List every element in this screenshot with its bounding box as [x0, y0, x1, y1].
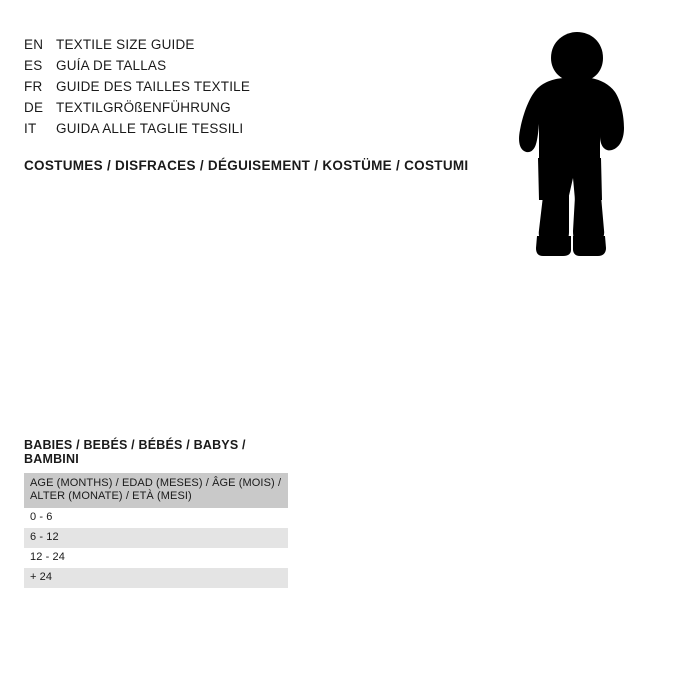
- language-code-fr: FR: [24, 79, 43, 94]
- table-row: [24, 568, 288, 588]
- language-code-de: DE: [24, 100, 44, 115]
- language-row-es: [24, 55, 444, 76]
- size-table-block: [24, 438, 288, 588]
- language-row-fr: [24, 76, 444, 97]
- table-row: [24, 548, 288, 568]
- size-table-caption: BABIES / BEBÉS / BÉBÉS / BABYS / BAMBINI: [24, 438, 246, 466]
- language-row-en: [24, 34, 444, 55]
- size-table: [24, 473, 288, 588]
- language-title-de: TEXTILGRÖßENFÜHRUNG: [56, 100, 231, 115]
- language-row-de: [24, 97, 444, 118]
- language-title-en: TEXTILE SIZE GUIDE: [56, 37, 195, 52]
- language-code-es: ES: [24, 58, 43, 73]
- language-title-list: [24, 34, 444, 139]
- language-row-it: [24, 118, 444, 139]
- size-value-plus-24: + 24: [24, 568, 288, 588]
- category-heading: COSTUMES / DISFRACES / DÉGUISEMENT / KOSTÜME / COSTUMI: [24, 158, 469, 173]
- size-value-6-12: 6 - 12: [24, 528, 288, 548]
- language-code-it: IT: [24, 121, 37, 136]
- language-title-es: GUÍA DE TALLAS: [56, 58, 167, 73]
- language-title-fr: GUIDE DES TAILLES TEXTILE: [56, 79, 251, 94]
- language-title-it: GUIDA ALLE TAGLIE TESSILI: [56, 121, 244, 136]
- table-row: [24, 508, 288, 528]
- size-value-12-24: 12 - 24: [24, 548, 288, 568]
- size-value-0-6: 0 - 6: [24, 508, 288, 528]
- table-row: [24, 528, 288, 548]
- toddler-silhouette-icon: [505, 28, 635, 258]
- size-table-header-row: [24, 473, 288, 508]
- size-table-header-age: AGE (MONTHS) / EDAD (MESES) / ÂGE (MOIS) / ALTER (MONATE) / ETÀ (MESI): [24, 473, 288, 508]
- language-code-en: EN: [24, 37, 44, 52]
